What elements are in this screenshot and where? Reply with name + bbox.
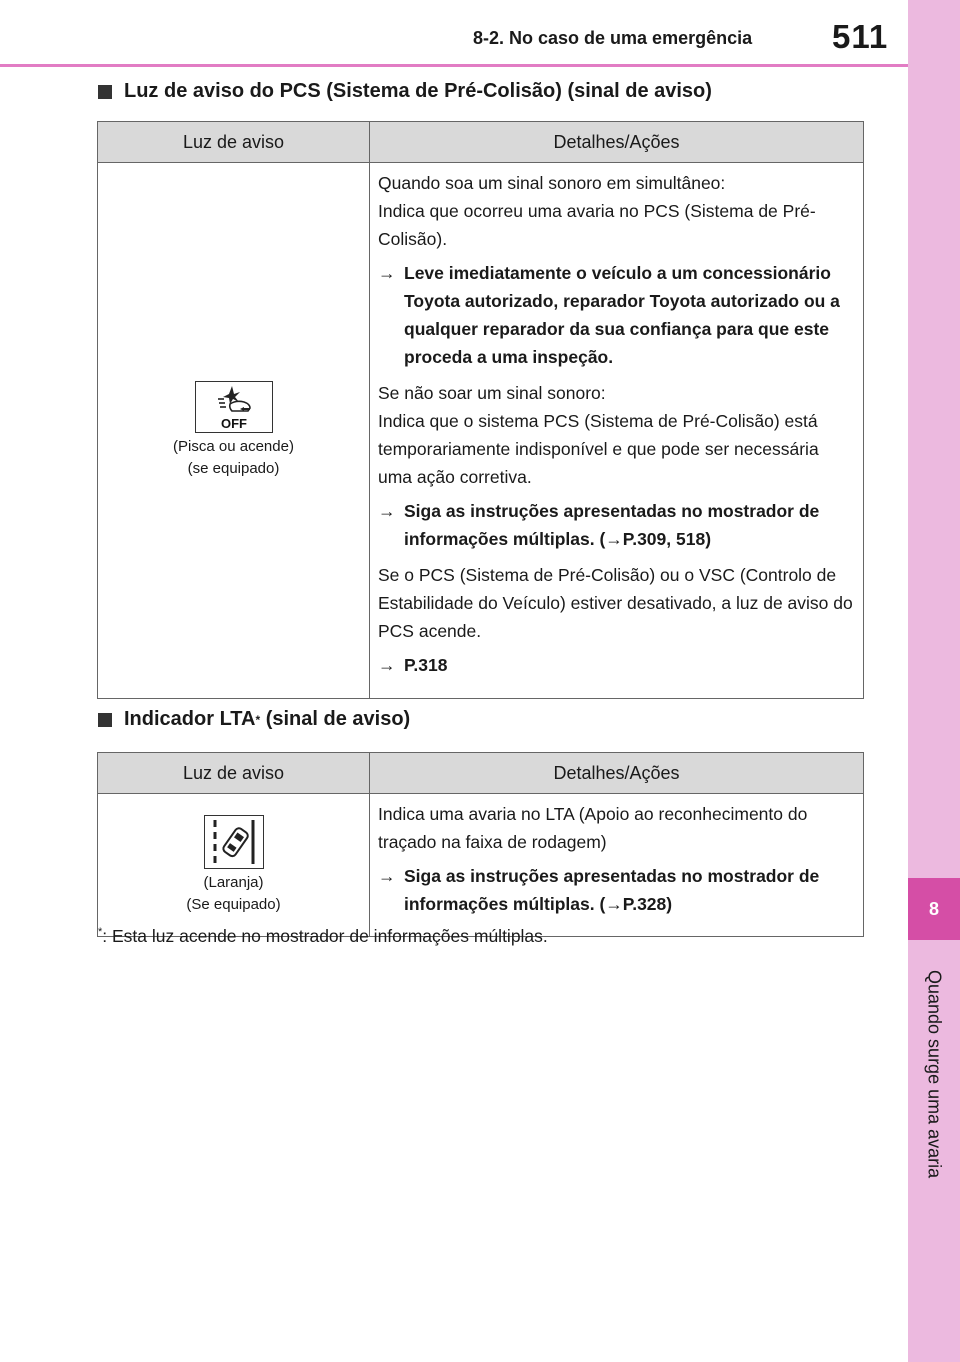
column-header-light: Luz de aviso [98,753,370,794]
column-header-details: Detalhes/Ações [370,753,864,794]
pcs-icon-cell [98,163,370,699]
section-title: 8-2. No caso de uma emergência [473,28,753,48]
pcs-action-1 [378,259,855,371]
lta-heading-rest: (sinal de aviso) [260,708,411,730]
bullet-square-icon [98,713,112,727]
pcs-action-2 [378,497,855,553]
pcs-caption-1: (Pisca ou acende) [173,438,294,455]
lta-heading-star: * [255,712,261,727]
pcs-action-3-text[interactable]: P.318 [404,655,448,675]
arrow-icon: → [378,263,396,283]
pcs-heading-text: Luz de aviso do PCS (Sistema de Pré-Colisão) (sinal de aviso) [124,80,712,102]
pcs-warning-table [97,121,864,699]
lta-heading [98,708,410,731]
pcs-para-2 [378,379,855,491]
pcs-para-2-line1: Se não soar um sinal sonoro: [378,383,606,403]
lta-caption-2: (Se equipado) [186,895,281,913]
pcs-para-1-line1: Quando soa um sinal sonoro em simultâneo: [378,173,726,193]
pcs-caption-2: (se equipado) [187,460,280,477]
page-number: 511 [832,18,889,55]
column-header-light: Luz de aviso [98,122,370,163]
lta-action-1-text[interactable]: Siga as instruções apresentadas no mostrador de informações múltiplas. (→P.328) [404,866,820,914]
arrow-icon: → [378,866,396,886]
footnote-star: * [98,926,103,939]
pcs-para-1-line2: Indica que ocorreu uma avaria no PCS (Sistema de Pré-Colisão). [378,201,816,249]
svg-text:OFF: OFF [220,416,247,431]
lta-para-1: Indica uma avaria no LTA (Apoio ao reconhecimento do traçado na faixa de rodagem) [378,804,808,852]
chapter-title [908,970,960,1230]
column-header-details: Detalhes/Ações [370,122,864,163]
lta-details-cell [370,794,864,937]
pcs-action-3 [378,651,855,679]
pcs-heading [98,80,712,103]
pcs-action-2-text[interactable]: Siga as instruções apresentadas no mostrador de informações múltiplas. (→P.309, 518) [404,501,820,549]
lta-warning-table [97,752,864,937]
pcs-details-cell [370,163,864,699]
footnote [98,926,548,947]
chapter-tab[interactable]: 8 [908,878,960,940]
lta-heading-main: Indicador LTA [124,708,256,730]
lta-action-1 [378,862,855,918]
pcs-para-1 [378,169,855,253]
pcs-off-warning-icon [195,381,273,433]
pcs-action-1-text: Leve imediatamente o veículo a um concessionário Toyota autorizado, reparador Toyota autorizado ou a qualquer reparador da sua confiança para que este proceda a uma inspeção. [404,263,840,367]
arrow-icon: → [378,501,396,521]
lta-lane-departure-icon [204,815,264,869]
pcs-para-3: Se o PCS (Sistema de Pré-Colisão) ou o VSC (Controlo de Estabilidade do Veículo) estiver desativado, a luz de aviso do PCS acende. [378,565,853,641]
page-header [0,0,908,67]
arrow-icon: → [378,655,396,675]
footnote-text: : Esta luz acende no mostrador de informações múltiplas. [102,926,548,946]
lta-caption-1: (Laranja) [203,873,264,891]
lta-icon-cell [98,794,370,937]
chapter-title-text: Quando surge uma avaria [924,970,945,1179]
bullet-square-icon [98,85,112,99]
pcs-para-2-line2: Indica que o sistema PCS (Sistema de Pré-Colisão) está temporariamente indisponível e que pode ser necessária uma ação corretiva. [378,411,819,487]
